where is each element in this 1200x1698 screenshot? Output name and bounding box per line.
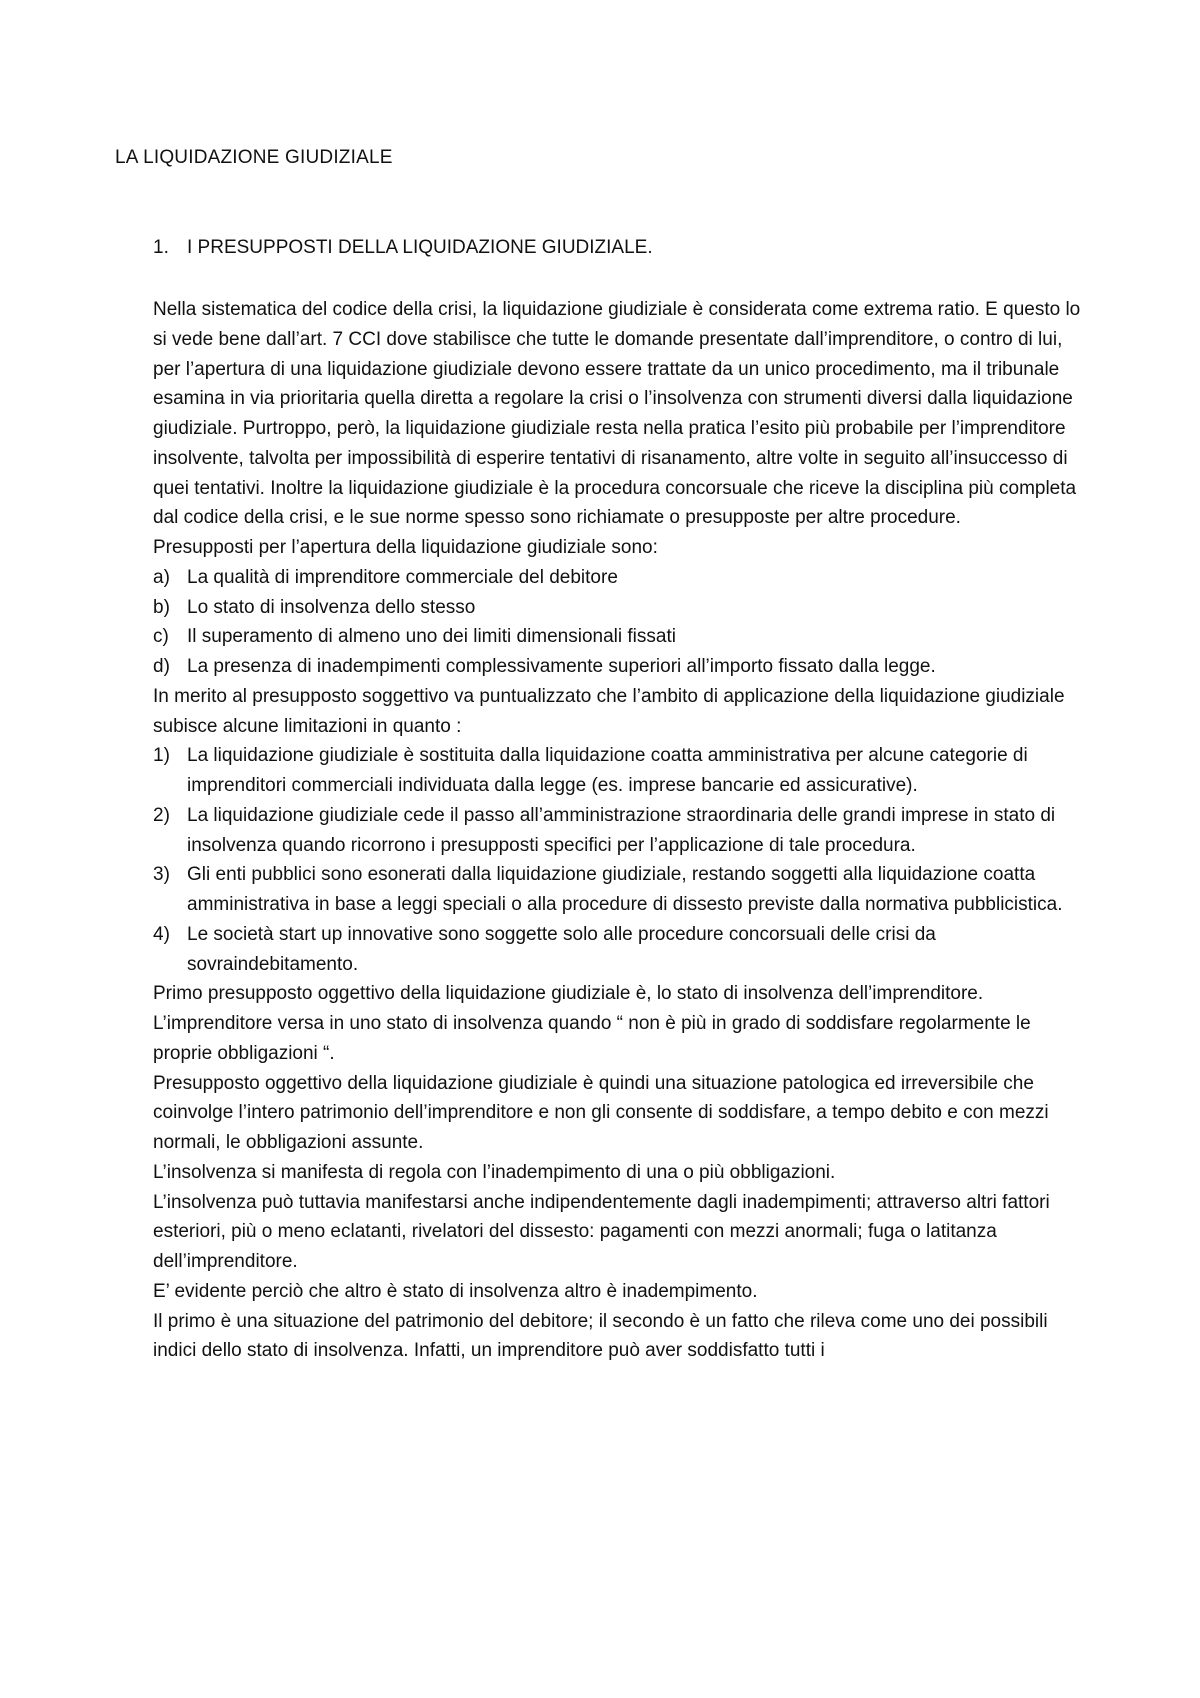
paragraph: L’imprenditore versa in uno stato di insolvenza quando “ non è più in grado di soddisfare regolarmente le proprie obbligazioni “. [153,1013,1031,1064]
list-item-text: La presenza di inadempimenti complessivamente superiori all’importo fissato dalla legge. [187,656,936,677]
list-item-text: La liquidazione giudiziale cede il passo all’amministrazione straordinaria delle grandi imprese in stato di insolvenza quando ricorrono i presupposti specifici per l’applicazione di tale procedura. [187,804,1056,856]
paragraph: Il primo è una situazione del patrimonio del debitore; il secondo è un fatto che rileva come uno dei possibili indici dello stato di insolvenza. Infatti, un imprenditore può aver soddisfatto tutti i [153,1310,1048,1362]
list-item-text: Le società start up innovative sono soggette solo alle procedure concorsuali delle crisi da sovraindebitamento. [187,923,936,975]
list-marker: c) [153,626,169,648]
list-item [153,563,1083,593]
section-heading-text: I PRESUPPOSTI DELLA LIQUIDAZIONE GIUDIZIALE. [187,237,653,258]
paragraph-presupposti-lead: Presupposti per l’apertura della liquidazione giudiziale sono: [153,537,658,558]
list-marker: d) [153,656,170,677]
list-marker: a) [153,566,170,588]
paragraph: Presupposto oggettivo della liquidazione giudiziale è quindi una situazione patologica ed irreversibile che coinvolge l’intero patrimonio dell’imprenditore e non gli consente di soddisfare, a tempo debito e con mezzi normali, le obbligazioni assunte. [153,1072,1049,1153]
list-item [153,622,1083,652]
list-item-text: Gli enti pubblici sono esonerati dalla liquidazione giudiziale, restando soggetti alla liquidazione coatta amministrativa in base a leggi speciali o alla procedure di dissesto previste dalla normativa pubblicistica. [187,864,1063,915]
list-item-text: La liquidazione giudiziale è sostituita dalla liquidazione coatta amministrativa per alcune categorie di imprenditori commerciali individuata dalla legge (es. imprese bancarie ed assicurative). [187,745,1028,796]
list-marker: b) [153,596,170,618]
list-marker: 1) [153,745,170,767]
section-heading [153,236,1153,260]
section-number: 1. [153,237,169,258]
list-item-text: La qualità di imprenditore commerciale del debitore [187,566,618,588]
list-marker: 2) [153,804,170,826]
paragraph: Primo presupposto oggettivo della liquidazione giudiziale è, lo stato di insolvenza dell’imprenditore. [153,983,984,1005]
paragraph-intro: Nella sistematica del codice della crisi, la liquidazione giudiziale è considerata come extrema ratio. E questo lo si vede bene dall’art. 7 CCI dove stabilisce che tutte le domande presentate dall’imprenditore, o contro di lui, per l’apertura di una liquidazione giudiziale devono essere trattate da un unico procedimento, ma il tribunale esamina in via prioritaria quella diretta a regolare la crisi o l’insolvenza con strumenti diversi dalla liquidazione giudiziale. Purtroppo, però, la liquidazione giudiziale resta nella pratica l’esito più probabile per l’imprenditore insolvente, talvolta per impossibilità di esperire tentativi di risanamento, altre volte in seguito all’insuccesso di quei tentativi. Inoltre la liquidazione giudiziale è la procedura concorsuale che riceve la disciplina più completa dal codice della crisi, e le sue norme spesso sono richiamate o presupposte per altre procedure. [153,299,1081,529]
paragraph: L’insolvenza si manifesta di regola con l’inadempimento di una o più obbligazioni. [153,1161,836,1183]
list-item [153,652,1083,682]
list-item [153,741,1083,801]
document-title: LA LIQUIDAZIONE GIUDIZIALE [115,147,393,168]
letter-list [153,563,1083,682]
list-marker: 3) [153,864,170,886]
list-marker: 4) [153,923,170,945]
list-item-text: Il superamento di almeno uno dei limiti dimensionali fissati [187,626,676,648]
list-item-text: Lo stato di insolvenza dello stesso [187,596,476,618]
list-item [153,860,1083,920]
number-list [153,741,1083,979]
list-item [153,593,1083,623]
list-item [153,920,1083,980]
paragraph: L’insolvenza può tuttavia manifestarsi anche indipendentemente dagli inadempimenti; attraverso altri fattori esteriori, più o meno eclatanti, rivelatori del dissesto: pagamenti con mezzi anormali; fuga o latitanza dell’imprenditore. [153,1191,1050,1272]
document-body [153,295,1083,1366]
paragraph: E’ evidente perciò che altro è stato di insolvenza altro è inadempimento. [153,1280,758,1302]
list-item [153,801,1083,861]
paragraph-soggettivo-lead: In merito al presupposto soggettivo va puntualizzato che l’ambito di applicazione della liquidazione giudiziale subisce alcune limitazioni in quanto : [153,685,1065,737]
